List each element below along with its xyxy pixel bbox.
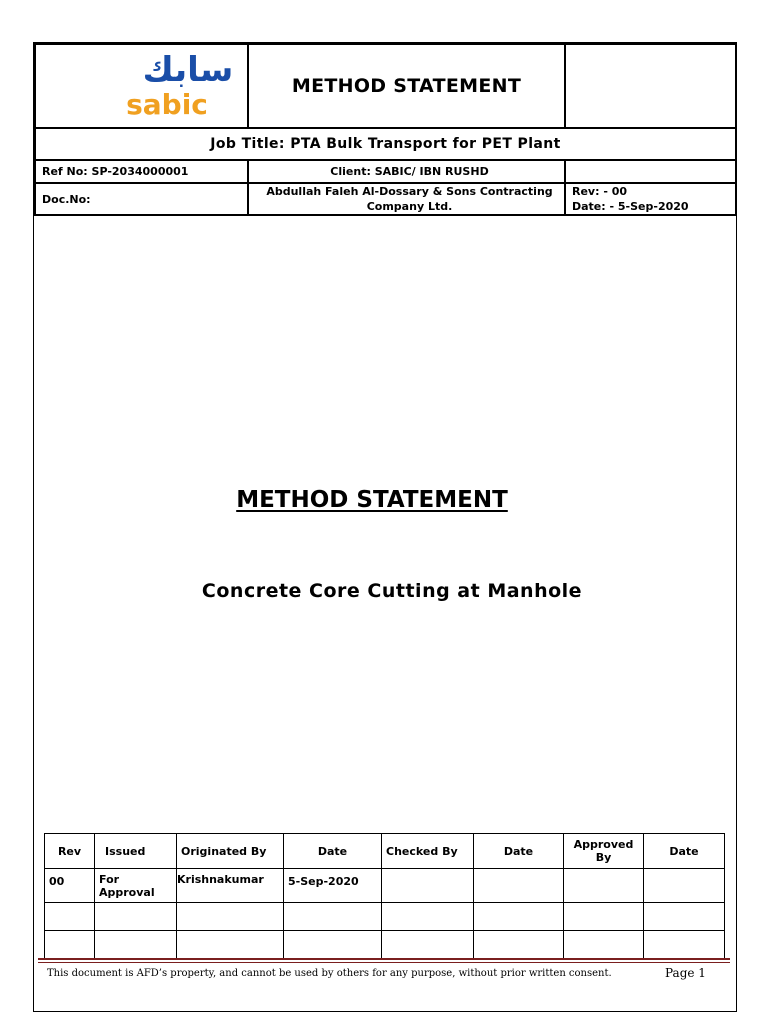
table-row bbox=[45, 903, 725, 931]
table-cell bbox=[644, 931, 725, 959]
document-type: METHOD STATEMENT bbox=[248, 44, 565, 128]
table-cell bbox=[474, 869, 564, 903]
table-cell bbox=[644, 903, 725, 931]
revision-table bbox=[44, 833, 725, 959]
main-title-wrap bbox=[0, 487, 744, 513]
col-header-issued: Issued bbox=[95, 834, 177, 869]
footer-divider bbox=[38, 958, 730, 963]
table-cell bbox=[45, 903, 95, 931]
sabic-logo-arabic: سابك bbox=[142, 50, 234, 90]
table-cell: 5-Sep-2020 bbox=[284, 869, 382, 903]
revision-date-cell bbox=[565, 183, 736, 215]
page-number: Page 1 bbox=[665, 966, 706, 980]
ref-blank-cell bbox=[565, 160, 736, 183]
col-header-date-checked: Date bbox=[474, 834, 564, 869]
table-cell bbox=[564, 903, 644, 931]
table-cell bbox=[382, 903, 474, 931]
table-cell bbox=[284, 931, 382, 959]
table-cell bbox=[177, 931, 284, 959]
table-cell bbox=[474, 931, 564, 959]
footer-disclaimer: This document is AFD’s property, and cannot be used by others for any purpose, without prior written consent. bbox=[47, 968, 612, 979]
table-cell bbox=[284, 903, 382, 931]
col-header-approved-by: Approved By bbox=[564, 834, 644, 869]
sabic-logo-latin: sabic bbox=[126, 88, 208, 121]
logo-cell bbox=[35, 44, 248, 128]
table-cell bbox=[382, 931, 474, 959]
ref-no: Ref No: SP-2034000001 bbox=[35, 160, 248, 183]
col-header-date-originated: Date bbox=[284, 834, 382, 869]
col-header-originated-by: Originated By bbox=[177, 834, 284, 869]
table-cell: 00 bbox=[45, 869, 95, 903]
col-header-rev: Rev bbox=[45, 834, 95, 869]
subtitle: Concrete Core Cutting at Manhole bbox=[201, 580, 583, 602]
contractor: Abdullah Faleh Al-Dossary & Sons Contracting Company Ltd. bbox=[248, 183, 565, 215]
table-cell bbox=[95, 931, 177, 959]
table-cell bbox=[564, 931, 644, 959]
table-cell bbox=[177, 903, 284, 931]
doc-no: Doc.No: bbox=[35, 183, 248, 215]
col-header-checked-by: Checked By bbox=[382, 834, 474, 869]
main-title: METHOD STATEMENT bbox=[236, 487, 508, 513]
table-cell bbox=[644, 869, 725, 903]
table-cell bbox=[474, 903, 564, 931]
table-cell: For Approval bbox=[95, 869, 177, 903]
col-header-date-approved: Date bbox=[644, 834, 725, 869]
table-cell: Krishnakumar bbox=[177, 869, 284, 903]
revision-header-row bbox=[45, 834, 725, 869]
table-cell bbox=[564, 869, 644, 903]
table-cell bbox=[95, 903, 177, 931]
table-cell bbox=[45, 931, 95, 959]
client: Client: SABIC/ IBN RUSHD bbox=[248, 160, 565, 183]
document-header bbox=[34, 43, 737, 216]
table-row bbox=[45, 869, 725, 903]
sabic-logo bbox=[36, 45, 249, 123]
revision: Rev: - 00 bbox=[572, 185, 628, 198]
table-row bbox=[45, 931, 725, 959]
job-title: Job Title: PTA Bulk Transport for PET Plant bbox=[35, 128, 736, 160]
header-blank-cell bbox=[565, 44, 736, 128]
table-cell bbox=[382, 869, 474, 903]
issue-date: Date: - 5-Sep-2020 bbox=[572, 200, 689, 213]
